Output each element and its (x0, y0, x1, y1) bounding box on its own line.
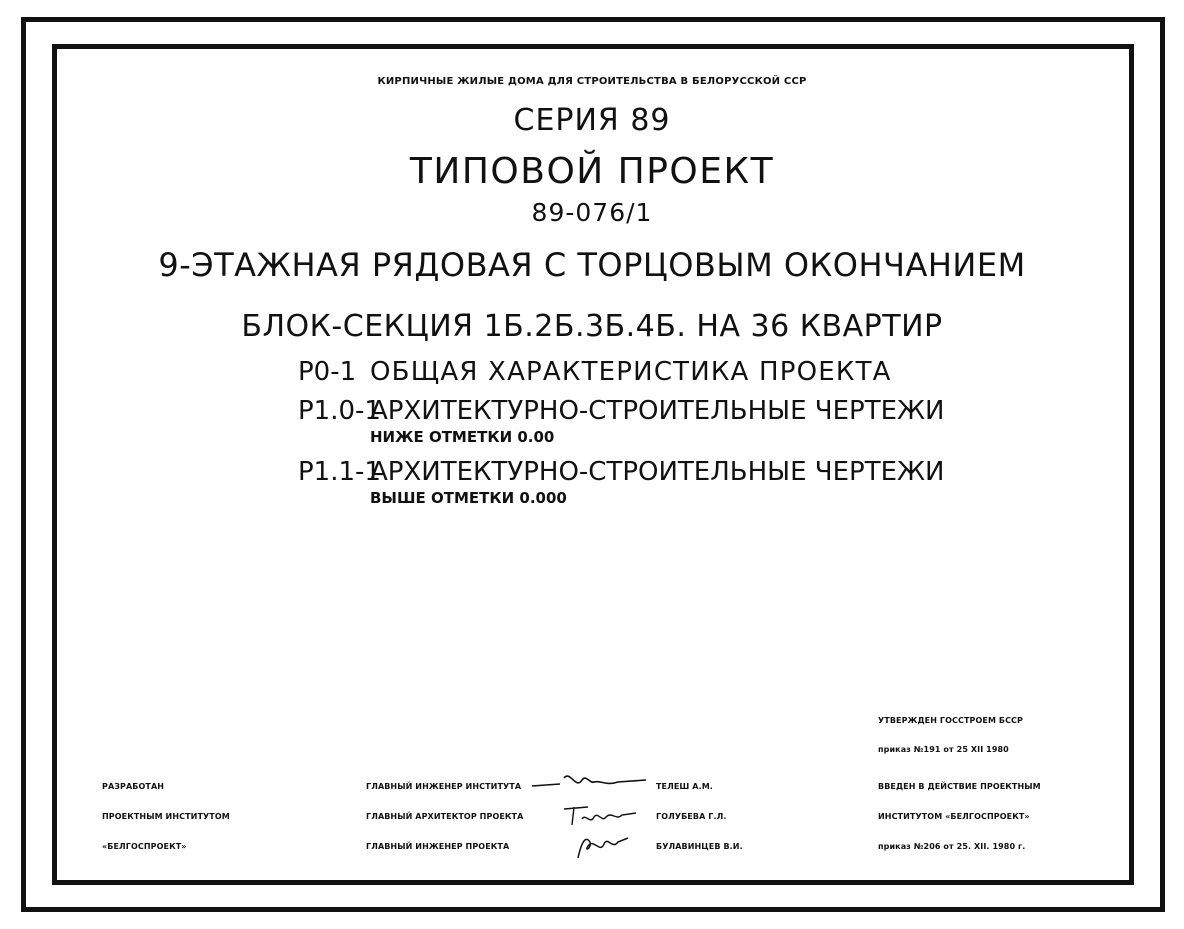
signatory-role: ГЛАВНЫЙ АРХИТЕКТОР ПРОЕКТА (366, 812, 524, 821)
approval-order: приказ №206 от 25. XII. 1980 г. (878, 842, 1026, 851)
signature-1 (530, 768, 650, 794)
signature-3 (572, 832, 632, 862)
approval-order: приказ №191 от 25 XII 1980 (878, 745, 1009, 754)
part-code: Р0-1 (298, 357, 357, 387)
approval-line: УТВЕРЖДЕН ГОССТРОЕМ БССР (878, 716, 1023, 725)
part-title: АРХИТЕКТУРНО-СТРОИТЕЛЬНЫЕ ЧЕРТЕЖИ (370, 457, 945, 487)
signatory-name: БУЛАВИНЦЕВ В.И. (656, 842, 743, 851)
project-code: 89-076/1 (531, 198, 653, 227)
signatory-name: ГОЛУБЕВА Г.Л. (656, 812, 727, 821)
part-subtitle: НИЖЕ ОТМЕТКИ 0.00 (370, 428, 555, 446)
part-code: Р1.0-1 (298, 396, 381, 426)
approval-line: ИНСТИТУТОМ «БЕЛГОСПРОЕКТ» (878, 812, 1030, 821)
part-row (298, 457, 945, 507)
signatory-role: ГЛАВНЫЙ ИНЖЕНЕР ИНСТИТУТА (366, 782, 522, 791)
signatory-role: ГЛАВНЫЙ ИНЖЕНЕР ПРОЕКТА (366, 842, 510, 851)
signature-2 (560, 803, 640, 829)
signatory-name: ТЕЛЕШ А.М. (656, 782, 713, 791)
series-title: СЕРИЯ 89 (513, 103, 671, 138)
developer-line: ПРОЕКТНЫМ ИНСТИТУТОМ (102, 812, 230, 821)
part-title: АРХИТЕКТУРНО-СТРОИТЕЛЬНЫЕ ЧЕРТЕЖИ (370, 396, 945, 426)
approval-line: ВВЕДЕН В ДЕЙСТВИЕ ПРОЕКТНЫМ (878, 782, 1041, 791)
part-code: Р1.1-1 (298, 457, 381, 487)
part-row (298, 357, 892, 387)
developer-line: РАЗРАБОТАН (102, 782, 165, 791)
part-subtitle: ВЫШЕ ОТМЕТКИ 0.000 (370, 489, 567, 507)
building-title: 9-ЭТАЖНАЯ РЯДОВАЯ С ТОРЦОВЫМ ОКОНЧАНИЕМ (158, 246, 1026, 284)
developer-line: «БЕЛГОСПРОЕКТ» (102, 842, 187, 851)
block-section-title: БЛОК-СЕКЦИЯ 1Б.2Б.3Б.4Б. НА 36 КВАРТИР (241, 309, 943, 344)
typical-project-title: ТИПОВОЙ ПРОЕКТ (409, 151, 775, 192)
supertitle: КИРПИЧНЫЕ ЖИЛЫЕ ДОМА ДЛЯ СТРОИТЕЛЬСТВА В БЕЛОРУССКОЙ ССР (377, 76, 807, 87)
part-title: ОБЩАЯ ХАРАКТЕРИСТИКА ПРОЕКТА (370, 357, 892, 387)
part-row (298, 396, 945, 446)
